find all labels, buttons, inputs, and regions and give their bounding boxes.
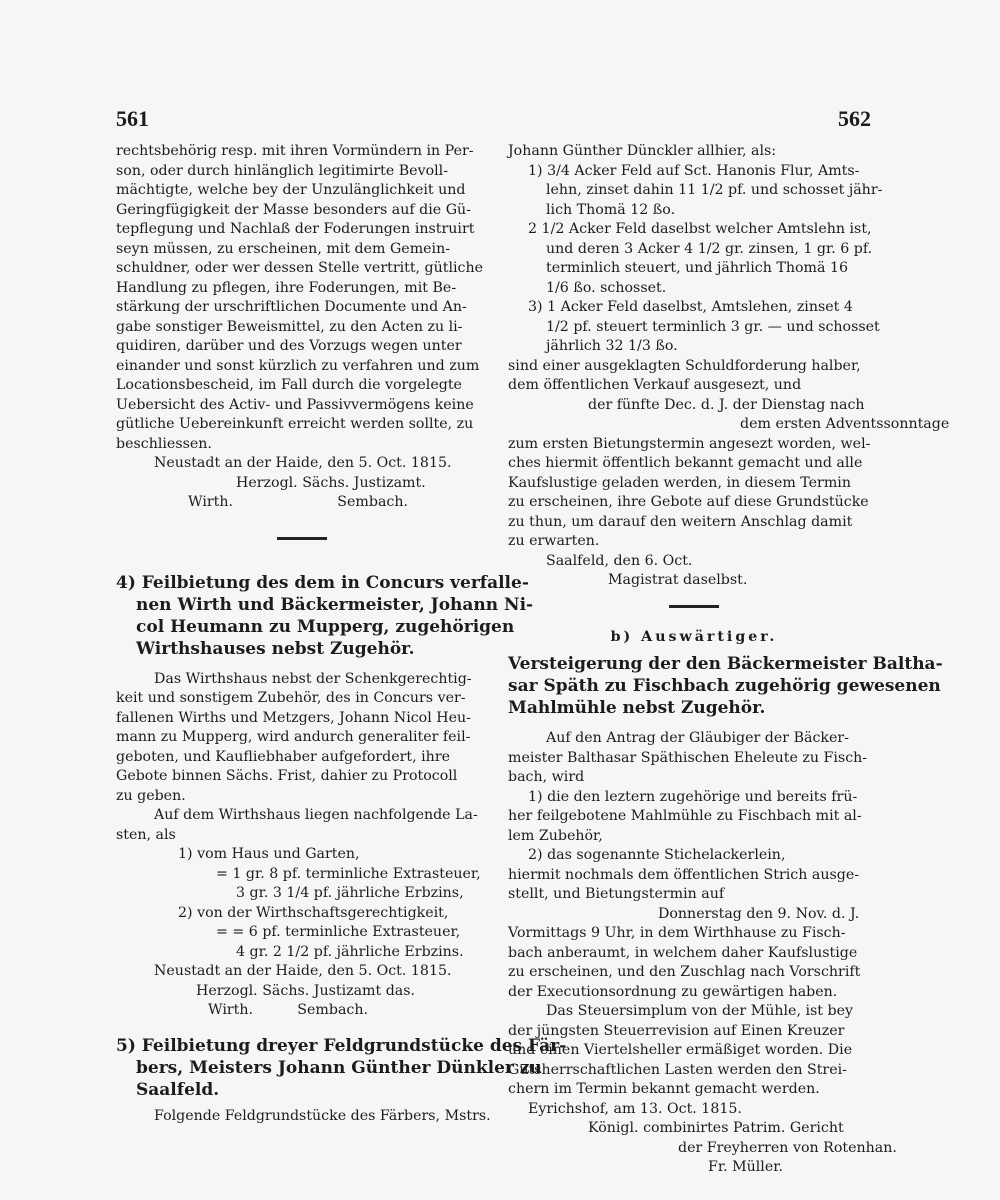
text-line: Gebote binnen Sächs. Frist, dahier zu Protocoll [116, 768, 458, 784]
text-line: sind einer ausgeklagten Schuldforderung halber, [508, 357, 861, 374]
charges-list [116, 845, 488, 962]
text-line: schuldner, oder wer dessen Stelle vertritt, gütliche [116, 260, 484, 276]
text-line: keit und sonstigem Zubehör, des in Concurs ver- [116, 690, 466, 706]
list-item: 1) 3/4 Acker Feld auf Sct. Hanonis Flur, Amts- [528, 162, 860, 179]
court-name: der Freyherren von Rotenhan. [678, 1139, 897, 1156]
text-line: der jüngsten Steuerrevision auf Einen Kreuzer [508, 1022, 845, 1039]
text-line: zu erscheinen, ihre Gebote auf diese Grundstücke [508, 494, 869, 510]
text-line: lehn, zinset dahin 11 1/2 pf. und schosset jähr- [546, 182, 883, 198]
right-paragraph-2 [508, 729, 880, 1100]
right-paragraph-1 [508, 142, 950, 552]
heading-line: bers, Meisters Johann Günther Dünkler zu [136, 1057, 542, 1078]
heading-line: Versteigerung der den Bäckermeister Baltha- [508, 654, 943, 674]
place-date-line: Saalfeld, den 6. Oct. [546, 552, 693, 569]
text-line: mächtigte, welche bey der Unzulänglichkeit und [116, 182, 466, 198]
text-line: gabe sonstiger Beweismittel, zu den Acten zu li- [116, 318, 463, 335]
text-line: 1/6 ßo. schosset. [546, 279, 667, 296]
signature-name: Wirth. [208, 1002, 254, 1018]
signatures [116, 493, 488, 513]
signature-name: Sembach. [297, 1002, 368, 1018]
text-line: Donnerstag den 9. Nov. d. J. [658, 905, 860, 922]
text-line: bach, wird [508, 769, 585, 785]
notice-heading-4 [116, 572, 534, 660]
text-line: Auf dem Wirthshaus liegen nachfolgende La- [154, 807, 478, 823]
heading-line: 5) Feilbietung dreyer Feldgrundstücke des Fär- [116, 1035, 567, 1056]
text-line: her feilgebotene Mahlmühle zu Fischbach mit al- [508, 808, 862, 824]
notice-heading-5 [116, 1035, 567, 1101]
heading-line: 4) Feilbietung des dem in Concurs verfalle- [116, 572, 529, 593]
text-line: rechtsbehörig resp. mit ihren Vormündern in Per- [116, 143, 474, 159]
text-line: terminlich steuert, und jährlich Thomä 16 [546, 260, 849, 276]
place-date-line: Neustadt an der Haide, den 5. Oct. 1815. [154, 963, 452, 979]
text-line: der Executionsordnung zu gewärtigen haben. [508, 983, 838, 1000]
text-line: zu erscheinen, und den Zuschlag nach Vorschrift [508, 964, 861, 980]
text-line: ches hiermit öffentlich bekannt gemacht und alle [508, 455, 863, 471]
place-date-line: Neustadt an der Haide, den 5. Oct. 1815. [154, 455, 452, 471]
text-line: Johann Günther Dünckler allhier, als: [508, 143, 777, 159]
text-line: zum ersten Bietungstermin angesezt worden, wel- [508, 435, 871, 452]
text-line: der fünfte Dec. d. J. der Dienstag nach [588, 396, 865, 413]
text-line: lich Thomä 12 ßo. [546, 201, 676, 218]
list-item: 4 gr. 2 1/2 pf. jährliche Erbzins. [236, 943, 464, 960]
section-heading: b) Auswärtiger. [610, 628, 778, 645]
text-line: Auf den Antrag der Gläubiger der Bäcker- [546, 730, 849, 746]
right-page-number: 562 [838, 106, 871, 131]
court-name: Königl. combinirtes Patrim. Gericht [588, 1120, 844, 1136]
list-item: 3) 1 Acker Feld daselbst, Amtslehen, zinset 4 [528, 299, 853, 315]
notice-heading [508, 653, 943, 719]
place-date-line: Eyrichshof, am 13. Oct. 1815. [528, 1100, 742, 1117]
text-line: jährlich 32 1/3 ßo. [546, 338, 678, 354]
text-line: Folgende Feldgrundstücke des Färbers, Mstrs. [154, 1107, 491, 1124]
court-name: Herzogl. Sächs. Justizamt. [236, 474, 426, 491]
text-line: Handlung zu pflegen, ihre Foderungen, mit Be- [116, 279, 457, 296]
signature-name: Wirth. [188, 494, 234, 510]
text-line: Das Steuersimplum von der Mühle, ist bey [546, 1003, 853, 1019]
heading-line: col Heumann zu Mupperg, zugehörigen [136, 616, 515, 637]
text-line: beschliessen. [116, 435, 212, 452]
heading-line: nen Wirth und Bäckermeister, Johann Ni- [136, 594, 534, 615]
text-line: lem Zubehör, [508, 827, 603, 844]
court-name: Magistrat daselbst. [608, 572, 748, 588]
list-item: = = 6 pf. terminliche Extrasteuer, [216, 924, 461, 940]
text-line: dem ersten Adventssonntage [740, 416, 950, 432]
text-line: und einen Viertelsheller ermäßiget worden. Die [508, 1042, 853, 1058]
text-line: fallenen Wirths und Metzgers, Johann Nicol Heu- [116, 709, 471, 726]
left-paragraph-2 [116, 670, 488, 807]
text-line: stellt, und Bietungstermin auf [508, 886, 725, 902]
heading-line: Wirthshauses nebst Zugehör. [136, 638, 415, 659]
section-divider [277, 537, 327, 540]
list-item: = 1 gr. 8 pf. terminliche Extrasteuer, [216, 865, 481, 882]
text-line: hiermit nochmals dem öffentlichen Strich ausge- [508, 866, 860, 883]
text-line: geboten, und Kaufliebhaber aufgefordert, ihre [116, 748, 450, 765]
text-line: sten, als [116, 826, 176, 843]
left-page-number: 561 [116, 106, 149, 131]
text-line: dem öffentlichen Verkauf ausgesezt, und [508, 377, 802, 393]
section-divider [669, 605, 719, 608]
signature-name: Fr. Müller. [708, 1159, 783, 1175]
list-item: 2) das sogenannte Stichelackerlein, [528, 847, 786, 863]
heading-line: sar Späth zu Fischbach zugehörig gewesenen [508, 676, 941, 696]
list-item: 3 gr. 3 1/4 pf. jährliche Erbzins, [236, 885, 464, 901]
text-line: bach anberaumt, in welchem daher Kaufslustige [508, 944, 858, 961]
text-line: seyn müssen, zu erscheinen, mit dem Gemein- [116, 240, 451, 257]
signatures [116, 1001, 488, 1021]
text-line: quidiren, darüber und des Vorzugs wegen unter [116, 338, 462, 354]
text-line: chern im Termin bekannt gemacht werden. [508, 1081, 820, 1097]
text-line: tepflegung und Nachlaß der Foderungen instruirt [116, 221, 475, 237]
text-line: Gutsherrschaftlichen Lasten werden den Strei- [508, 1061, 847, 1078]
left-paragraph-1 [116, 142, 488, 454]
text-line: stärkung der urschriftlichen Documente und An- [116, 299, 467, 315]
right-column [508, 142, 950, 1178]
heading-line: Saalfeld. [136, 1079, 220, 1100]
court-name: Herzogl. Sächs. Justizamt das. [196, 982, 416, 999]
text-line: Geringfügigkeit der Masse besonders auf die Gü- [116, 201, 471, 218]
list-item: 1) vom Haus und Garten, [178, 846, 360, 862]
text-line: zu geben. [116, 787, 186, 804]
text-line: zu thun, um darauf den weitern Anschlag damit [508, 513, 853, 530]
text-line: 1/2 pf. steuert terminlich 3 gr. — und schosset [546, 318, 880, 335]
text-line: Vormittags 9 Uhr, in dem Wirthhause zu Fisch- [508, 925, 846, 941]
text-line: Locationsbescheid, im Fall durch die vorgelegte [116, 377, 462, 393]
signature-name: Sembach. [337, 494, 408, 510]
list-item: 2 1/2 Acker Feld daselbst welcher Amtslehn ist, [528, 221, 872, 237]
text-line: Uebersicht des Activ- und Passivvermögens keine [116, 396, 474, 413]
left-paragraph-3 [116, 806, 488, 845]
list-item: 2) von der Wirthschaftsgerechtigkeit, [178, 904, 449, 921]
list-item: 1) die den leztern zugehörige und bereits frü- [528, 788, 858, 805]
text-line: Das Wirthshaus nebst der Schenkgerechtig- [154, 670, 472, 687]
text-line: und deren 3 Acker 4 1/2 gr. zinsen, 1 gr. 6 pf. [546, 240, 873, 257]
text-line: meister Balthasar Späthischen Eheleute zu Fisch- [508, 749, 868, 766]
text-line: Kaufslustige geladen werden, in diesem Termin [508, 474, 851, 491]
heading-line: Mahlmühle nebst Zugehör. [508, 698, 766, 718]
text-line: son, oder durch hinlänglich legitimirte Bevoll- [116, 162, 448, 179]
text-line: mann zu Mupperg, wird andurch generaliter feil- [116, 729, 471, 745]
text-line: zu erwarten. [508, 533, 600, 549]
text-line: einander und sonst kürzlich zu verfahren und zum [116, 357, 480, 374]
text-line: gütliche Uebereinkunft erreicht werden sollte, zu [116, 416, 474, 432]
